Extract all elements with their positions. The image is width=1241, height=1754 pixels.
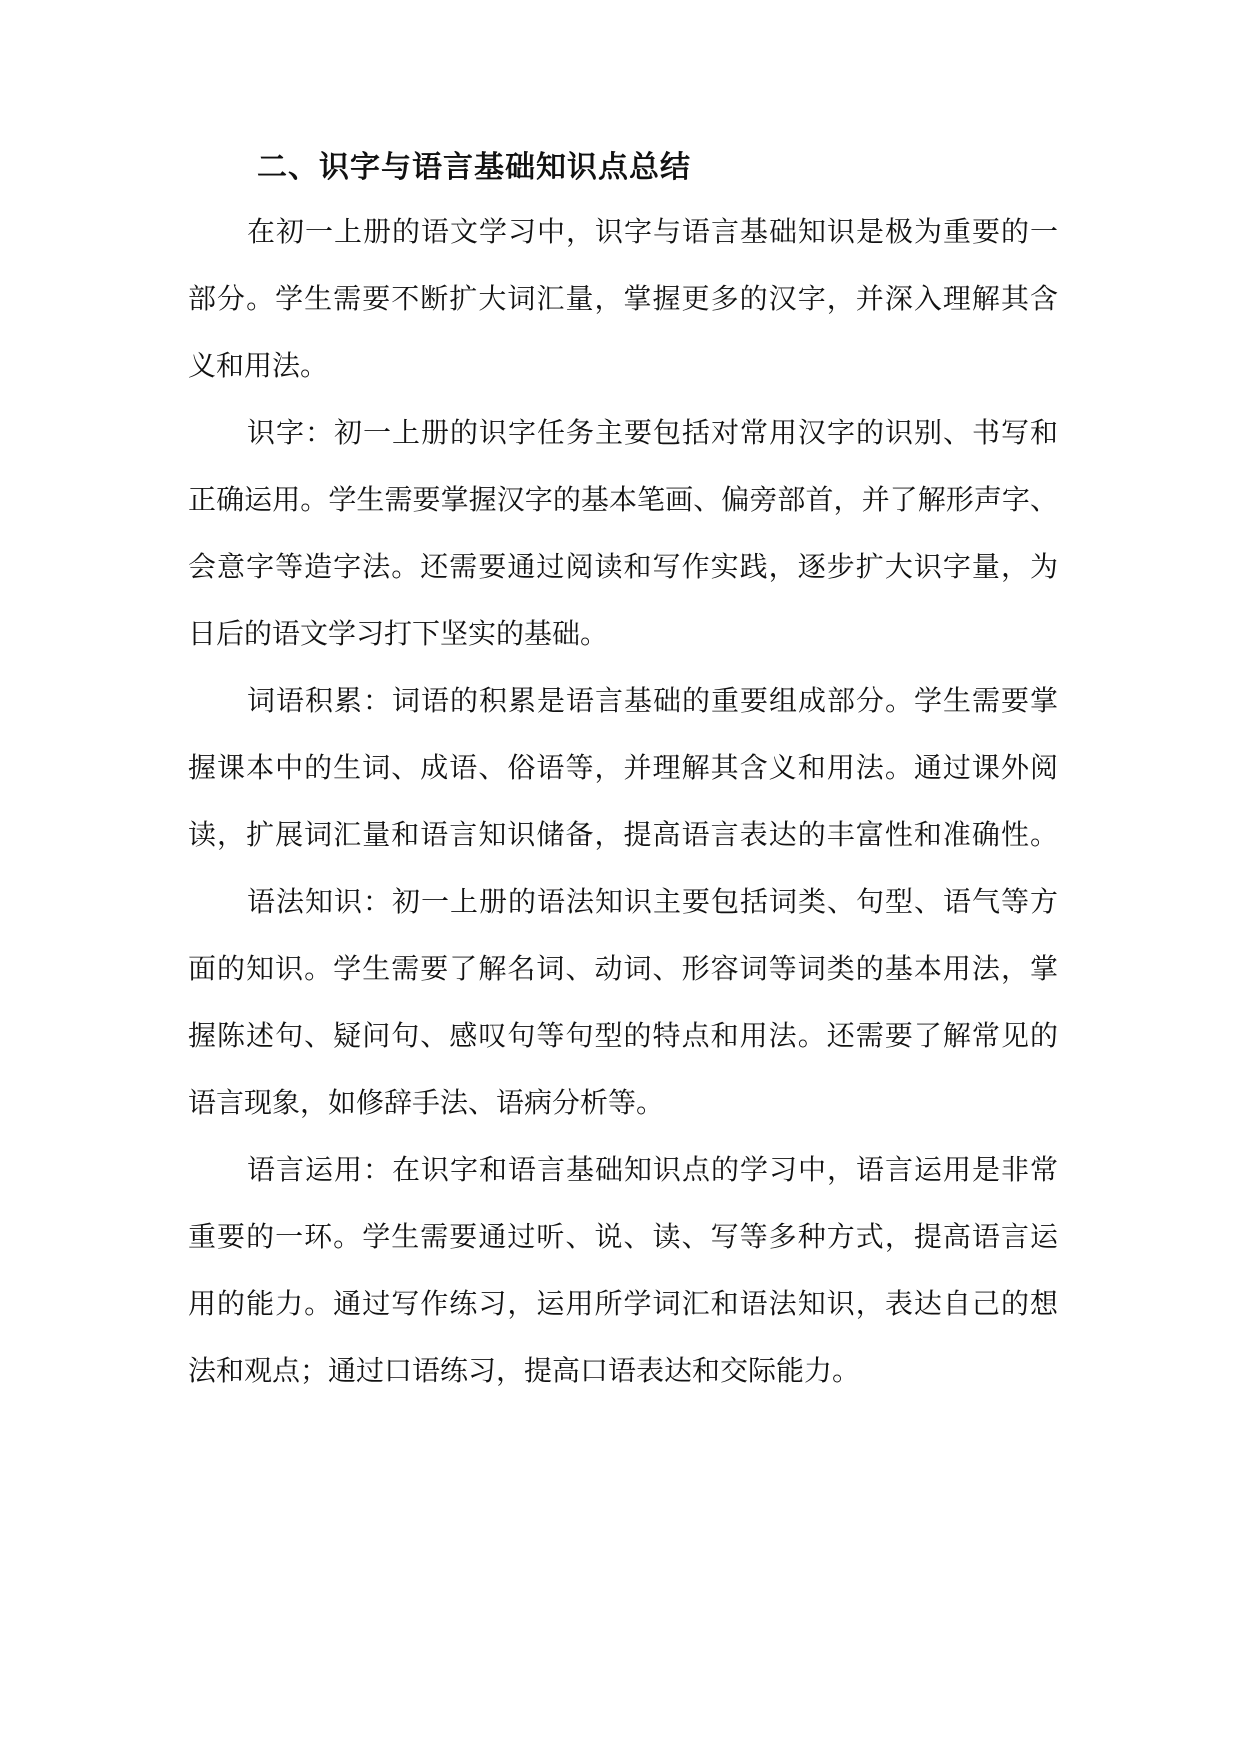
paragraph-1-line-2: 部分。学生需要不断扩大词汇量，掌握更多的汉字，并深入理解其含 <box>188 282 1058 315</box>
paragraph-3-line-3: 读，扩展词汇量和语言知识储备，提高语言表达的丰富性和准确性。 <box>188 818 1058 851</box>
section-heading: 二、识字与语言基础知识点总结 <box>257 150 691 185</box>
paragraph-5-line-4: 法和观点；通过口语练习，提高口语表达和交际能力。 <box>188 1354 861 1387</box>
paragraph-4-line-4: 语言现象，如修辞手法、语病分析等。 <box>188 1086 665 1119</box>
paragraph-2-line-3: 会意字等造字法。还需要通过阅读和写作实践，逐步扩大识字量，为 <box>188 550 1058 583</box>
paragraph-1-line-3: 义和用法。 <box>188 349 329 382</box>
paragraph-3-line-2: 握课本中的生词、成语、俗语等，并理解其含义和用法。通过课外阅 <box>188 751 1058 784</box>
paragraph-3-line-1: 词语积累：词语的积累是语言基础的重要组成部分。学生需要掌 <box>247 684 1058 717</box>
paragraph-5-line-3: 用的能力。通过写作练习，运用所学词汇和语法知识，表达自己的想 <box>188 1287 1058 1320</box>
paragraph-5-line-1: 语言运用：在识字和语言基础知识点的学习中，语言运用是非常 <box>247 1153 1058 1186</box>
paragraph-2-line-2: 正确运用。学生需要掌握汉字的基本笔画、偏旁部首，并了解形声字、 <box>188 483 1058 516</box>
paragraph-5-line-2: 重要的一环。学生需要通过听、说、读、写等多种方式，提高语言运 <box>188 1220 1058 1253</box>
paragraph-4-line-1: 语法知识：初一上册的语法知识主要包括词类、句型、语气等方 <box>247 885 1058 918</box>
paragraph-4-line-3: 握陈述句、疑问句、感叹句等句型的特点和用法。还需要了解常见的 <box>188 1019 1058 1052</box>
paragraph-2-line-4: 日后的语文学习打下坚实的基础。 <box>188 617 609 650</box>
paragraph-1-line-1: 在初一上册的语文学习中，识字与语言基础知识是极为重要的一 <box>247 215 1058 248</box>
paragraph-2-line-1: 识字：初一上册的识字任务主要包括对常用汉字的识别、书写和 <box>247 416 1058 449</box>
paragraph-4-line-2: 面的知识。学生需要了解名词、动词、形容词等词类的基本用法，掌 <box>188 952 1058 985</box>
